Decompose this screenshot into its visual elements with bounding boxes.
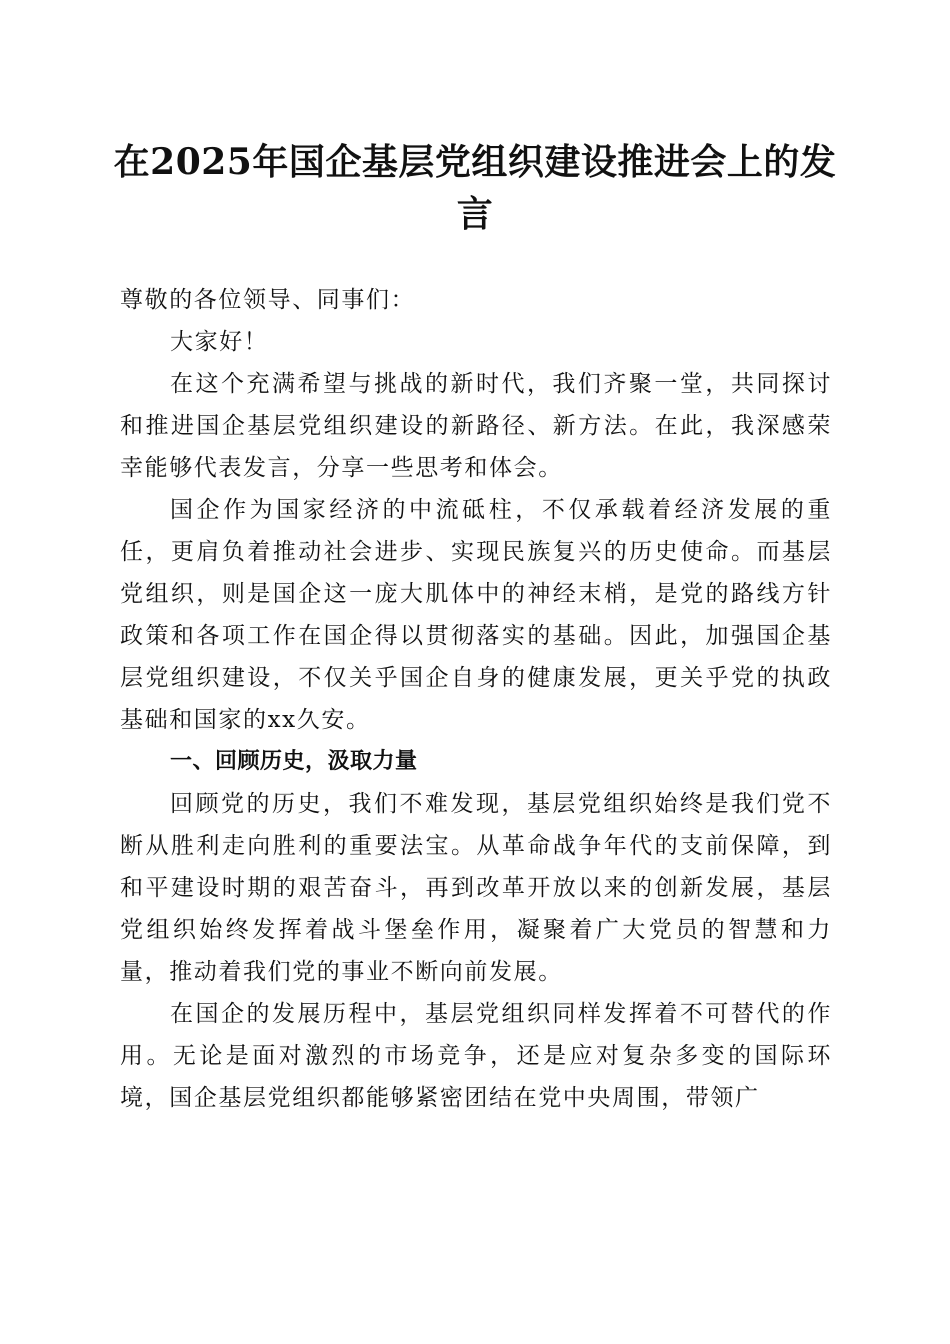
document-body [120,279,832,1119]
greeting: 大家好！ [170,329,269,355]
paragraph-soe-development: 在国企的发展历程中，基层党组织同样发挥着不可替代的作用。无论是面对激烈的市场竞争，还是应对复杂多变的国际环境，国企基层党组织都能够紧密团结在党中央周围，带领广 [120,1001,832,1111]
paragraph-soe-role: 国企作为国家经济的中流砥柱，不仅承载着经济发展的重任，更肩负着推动社会进步、实现民族复兴的历史使命。而基层党组织，则是国企这一庞大肌体中的神经末梢，是党的路线方针政策和各项工作在国企得以贯彻落实的基础。因此，加强国企基层党组织建设，不仅关乎国企自身的健康发展，更关乎党的执政基础和国家的xx久安。 [120,497,832,733]
document-title: 在2025年国企基层党组织建设推进会上的发言 [113,141,837,235]
section-heading-1: 一、回顾历史，汲取力量 [170,749,418,774]
salutation: 尊敬的各位领导、同事们： [120,287,416,313]
paragraph-intro: 在这个充满希望与挑战的新时代，我们齐聚一堂，共同探讨和推进国企基层党组织建设的新路径、新方法。在此，我深感荣幸能够代表发言，分享一些思考和体会。 [120,371,832,481]
paragraph-history: 回顾党的历史，我们不难发现，基层党组织始终是我们党不断从胜利走向胜利的重要法宝。从革命战争年代的支前保障，到和平建设时期的艰苦奋斗，再到改革开放以来的创新发展，基层党组织始终发挥着战斗堡垒作用，凝聚着广大党员的智慧和力量，推动着我们党的事业不断向前发展。 [120,791,832,985]
